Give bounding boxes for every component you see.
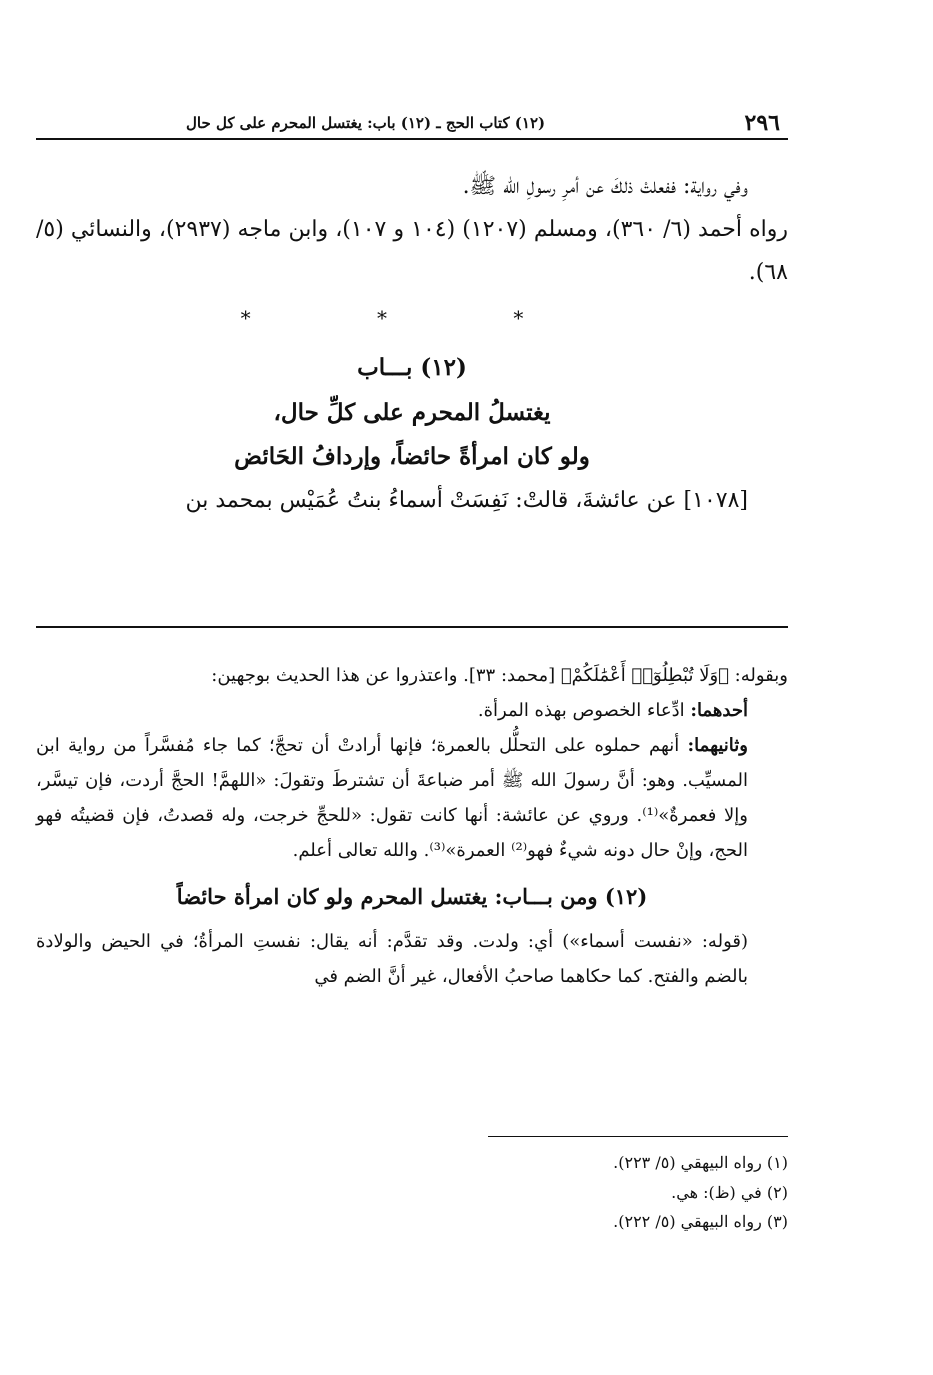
footnote-1: (١) رواه البيهقي (٥/ ٢٢٣). xyxy=(613,1153,788,1172)
footnote-3: (٣) رواه البيهقي (٥/ ٢٢٢). xyxy=(613,1212,788,1232)
second-reason-label: وثانيهما: xyxy=(687,735,748,757)
first-reason-text: ادِّعاء الخصوص بهذه المرأة. xyxy=(477,700,691,722)
commentary-heading: (١٢) ومن بـــاب: يغتسل المحرم ولو كان امرأة حائضاً xyxy=(176,883,648,909)
page-header xyxy=(36,108,788,138)
commentary-paragraph xyxy=(36,728,788,868)
narration-variant: وفي رواية: ففعلتْ ذلكَ عن أمرِ رسولِ الله ﷺ. xyxy=(462,174,748,199)
footnote-rule xyxy=(488,1136,788,1137)
footnotes xyxy=(36,1148,788,1237)
chapter-heading xyxy=(36,346,788,481)
second-reason-text: أنهم حملوه على التحلُّل بالعمرة؛ فإنها أرادتْ أن تحجَّ؛ كما جاء مُفسَّراً من رواية ابن المسيِّب. وهو: أنَّ رسولَ الله ﷺ أمر ضباعةَ أن تشترطَ وتقولَ: «اللهمَّ! الحجَّ أردت، فإن تيسَّر، وإلا فعمرةٌ»⁽¹⁾. وروي عن عائشة: أنها كانت تقول: «للحجِّ خرجت، وله قصدتُ، فإن قضيتُه فهو الحج، وإنْ حال دونه شيءٌ فهو⁽²⁾ العمرة»⁽³⁾. والله تعالى أعلم. xyxy=(36,735,748,862)
commentary xyxy=(36,658,788,994)
header-rule xyxy=(36,138,788,140)
first-reason-label: أحدهما: xyxy=(690,700,748,722)
chapter-title-line1: يغتسلُ المحرم على كلِّ حال، xyxy=(273,398,551,426)
book-page xyxy=(36,90,788,1330)
commentary-paragraph: وبقوله: ﴿وَلَا تُبْطِلُوٓا۟ أَعْمَٰلَكُمْ﴾ [محمد: ٣٣]. واعتذروا عن هذا الحديث بوجهين: xyxy=(211,665,788,686)
running-title: (١٢) كتاب الحج ـ (١٢) باب: يغتسل المحرم على كل حال xyxy=(186,114,546,132)
text-divider xyxy=(36,626,788,628)
chapter-number: (١٢) بـــاب xyxy=(357,353,467,381)
commentary-paragraph xyxy=(36,693,788,728)
commentary-paragraph: (قوله: «نفست أسماء») أي: ولدت. وقد تقدَّم: أنه يقال: نفستِ المرأةُ؛ في الحيض والولادة بالضم والفتح. كما حكاهما صاحبُ الأفعال، غير أنَّ الضم في xyxy=(36,930,748,987)
section-separator: * * * xyxy=(240,305,584,330)
source-citation: رواه أحمد (٦/ ٣٦٠)، ومسلم (١٢٠٧) (١٠٤ و ١٠٧)، وابن ماجه (٢٩٣٧)، والنسائي (٥/ ٦٨). xyxy=(36,216,788,285)
chapter-title-line2: ولو كان امرأةً حائضاً، وإردافُ الحَائض xyxy=(234,443,590,471)
page-number: ٢٩٦ xyxy=(744,110,780,136)
main-text xyxy=(36,166,788,523)
footnote-2: (٢) في (ظ): هي. xyxy=(671,1182,788,1202)
hadith-text: [١٠٧٨] عن عائشةَ، قالتْ: نَفِسَتْ أسماءُ بنتُ عُمَيْس بمحمد بن xyxy=(185,488,748,514)
